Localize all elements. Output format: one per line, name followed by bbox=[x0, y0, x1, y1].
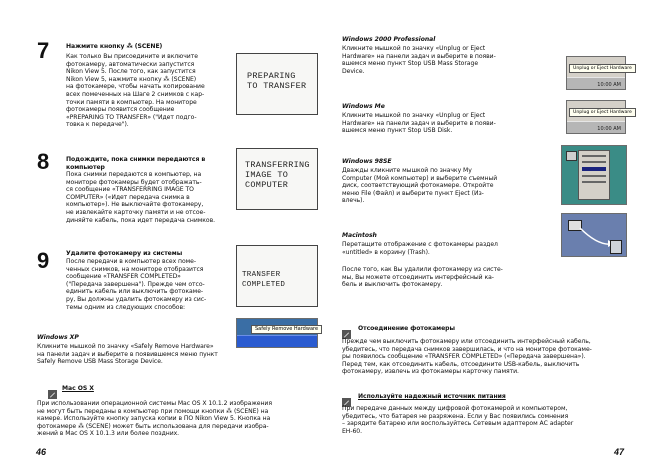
step-8-number: 8 bbox=[37, 149, 50, 174]
step-9-number: 9 bbox=[37, 248, 50, 273]
step-7-body: Как только Вы присоедините и включите фотокамеру, автоматически запустится Nikon View 5. После того, как запустится Nikon View 5, нажмите кнопку ⁂ (SCENE) на фотокамере, чтобы начать копирование всех помеченных на Шаге 2 снимков с кар- точки памяти в компьютер. На мониторе фотокамеры появится сообщение «PREPARING TO TRANSFER» ("Идет подго- товка к передаче"). bbox=[66, 53, 205, 129]
step-9-body: После передачи в компьютер всех поме- ченных снимков, на мониторе отобразится сообщение «TRANSFER COMPLETED» ("Передача завершена"). Прежде чем отсо- единить кабель или выключить фотокаме- ру, Вы должны удалить фотокамеру из сис- темы одним из следующих способов: bbox=[66, 258, 207, 311]
taskbar bbox=[567, 121, 625, 133]
camera-monitor-preparing bbox=[236, 53, 318, 115]
taskbar-clock: 10:00 AM bbox=[597, 82, 621, 88]
macintosh-heading: Macintosh bbox=[342, 232, 377, 239]
file-menu bbox=[578, 150, 610, 200]
adapter-heading: Используйте надежный источник питания bbox=[358, 393, 506, 400]
step-9-title: Удалите фотокамеру из системы bbox=[66, 250, 183, 257]
macintosh-body: Перетащите отображение с фотокамеры раздел «untitled» в корзину (Trash). После того, как Вы удалили фотокамеру из систе- мы, Вы можете отсоединить интерфейсный ка- бель и выключить фотокамеру. bbox=[342, 241, 503, 289]
win2000-body: Кликните мышкой по значку «Unplug or Eject Hardware» на панели задач и выберите в появи- вшемся меню пункт Stop USB Mass Storage Device. bbox=[342, 45, 496, 75]
mac-desktop-screenshot bbox=[561, 213, 627, 257]
step-8-title: Подождите, пока снимки передаются в компьютер bbox=[66, 156, 206, 171]
camera-monitor-transferring bbox=[236, 148, 318, 210]
macosx-heading: Mac OS X bbox=[62, 385, 94, 392]
taskbar bbox=[567, 77, 625, 89]
step-7-title: Нажмите кнопку ⁂ (SCENE) bbox=[66, 43, 163, 50]
my-computer-icon bbox=[566, 151, 577, 161]
win2000-taskbar-screenshot bbox=[566, 56, 632, 90]
disconnect-body: Прежде чем выключить фотокамеру или отсоединить интерфейсный кабель, убедитесь, что передача снимков завершилась, и что на мониторе фотокаме- ры появилось сообщение «TRANSFER COMPLETED» («Передача завершена»). Перед тем, как отсоединить кабель, отсоедините USB-кабель, выключить фотокамеру, извлечь из фотокамеры карточку памяти. bbox=[342, 338, 592, 376]
camera-monitor-completed bbox=[236, 245, 318, 307]
winxp-body: Кликните мышкой по значку «Safely Remove Hardware» на панели задач и выберите в появившемся меню пункт Safely Remove USB Mass Storage Device. bbox=[37, 343, 218, 366]
taskbar-clock: 10:00 AM bbox=[597, 126, 621, 132]
unplug-eject-tooltip: Unplug or Eject Hardware bbox=[569, 108, 636, 117]
macosx-body: При использовании операционной системы Mac OS X 10.1.2 изображения не могут быть переданы в компьютер при помощи кнопки ⁂ (SCENE) на камере. Используйте кнопку запуска копии в ПО Nikon View 5. Кнопка на фотокамере ⁂ (SCENE) может быть использована для передачи изобра- жений в Mac OS X 10.1.3 или более поздних. bbox=[37, 400, 272, 438]
disconnect-heading: Отсоединение фотокамеры bbox=[358, 325, 455, 332]
winme-taskbar-screenshot bbox=[566, 100, 632, 134]
winxp-heading: Windows XP bbox=[37, 334, 79, 341]
winxp-taskbar-screenshot bbox=[236, 318, 318, 348]
monitor-message: TRANSFERRING IMAGE TO COMPUTER bbox=[245, 160, 310, 190]
safely-remove-tooltip: Safely Remove Hardware bbox=[251, 325, 322, 334]
winme-body: Кликните мышкой по значку «Unplug or Eject Hardware» на панели задач и выберите в появи- вшемся меню пункт Stop USB Disk. bbox=[342, 112, 496, 135]
winme-heading: Windows Me bbox=[342, 103, 385, 110]
win98se-heading: Windows 98SE bbox=[342, 158, 392, 165]
page-number-right: 47 bbox=[614, 447, 625, 457]
adapter-body: При передаче данных между цифровой фотокамерой и компьютером, убедитесь, что батарея не разряжена. Если у Вас появились сомнения – зарядите батарею или воспользуйтесь Сетевым адаптером АС adapter ЕН-60. bbox=[342, 405, 574, 435]
step-7-number: 7 bbox=[37, 38, 50, 63]
step-8-body: Пока снимки передаются в компьютер, на мониторе фотокамеры будет отображать- ся сообщение «TRANSFERRING IMAGE TO COMPUTER» («Идет передача снимка в компьютер»). Не выключайте фотокамеру, не извлекайте карточку памяти и не отсое- диняйте кабель, пока идет передача снимков. bbox=[66, 171, 216, 224]
trash-icon bbox=[610, 240, 622, 254]
win2000-heading: Windows 2000 Professional bbox=[342, 36, 436, 43]
win98se-desktop-screenshot bbox=[561, 145, 627, 205]
monitor-message: PREPARING TO TRANSFER bbox=[247, 71, 307, 91]
win98se-body: Дважды кликните мышкой по значку My Computer (Мой компьютер) и выберите съемный диск, соответствующий фотокамере. Откройте меню File (Файл) и выберите пункт Eject (Из- влечь). bbox=[342, 167, 498, 205]
taskbar bbox=[237, 335, 317, 347]
monitor-message: TRANSFER COMPLETED bbox=[242, 271, 286, 289]
unplug-eject-tooltip: Unplug or Eject Hardware bbox=[569, 64, 636, 73]
page-number-left: 46 bbox=[36, 447, 47, 457]
